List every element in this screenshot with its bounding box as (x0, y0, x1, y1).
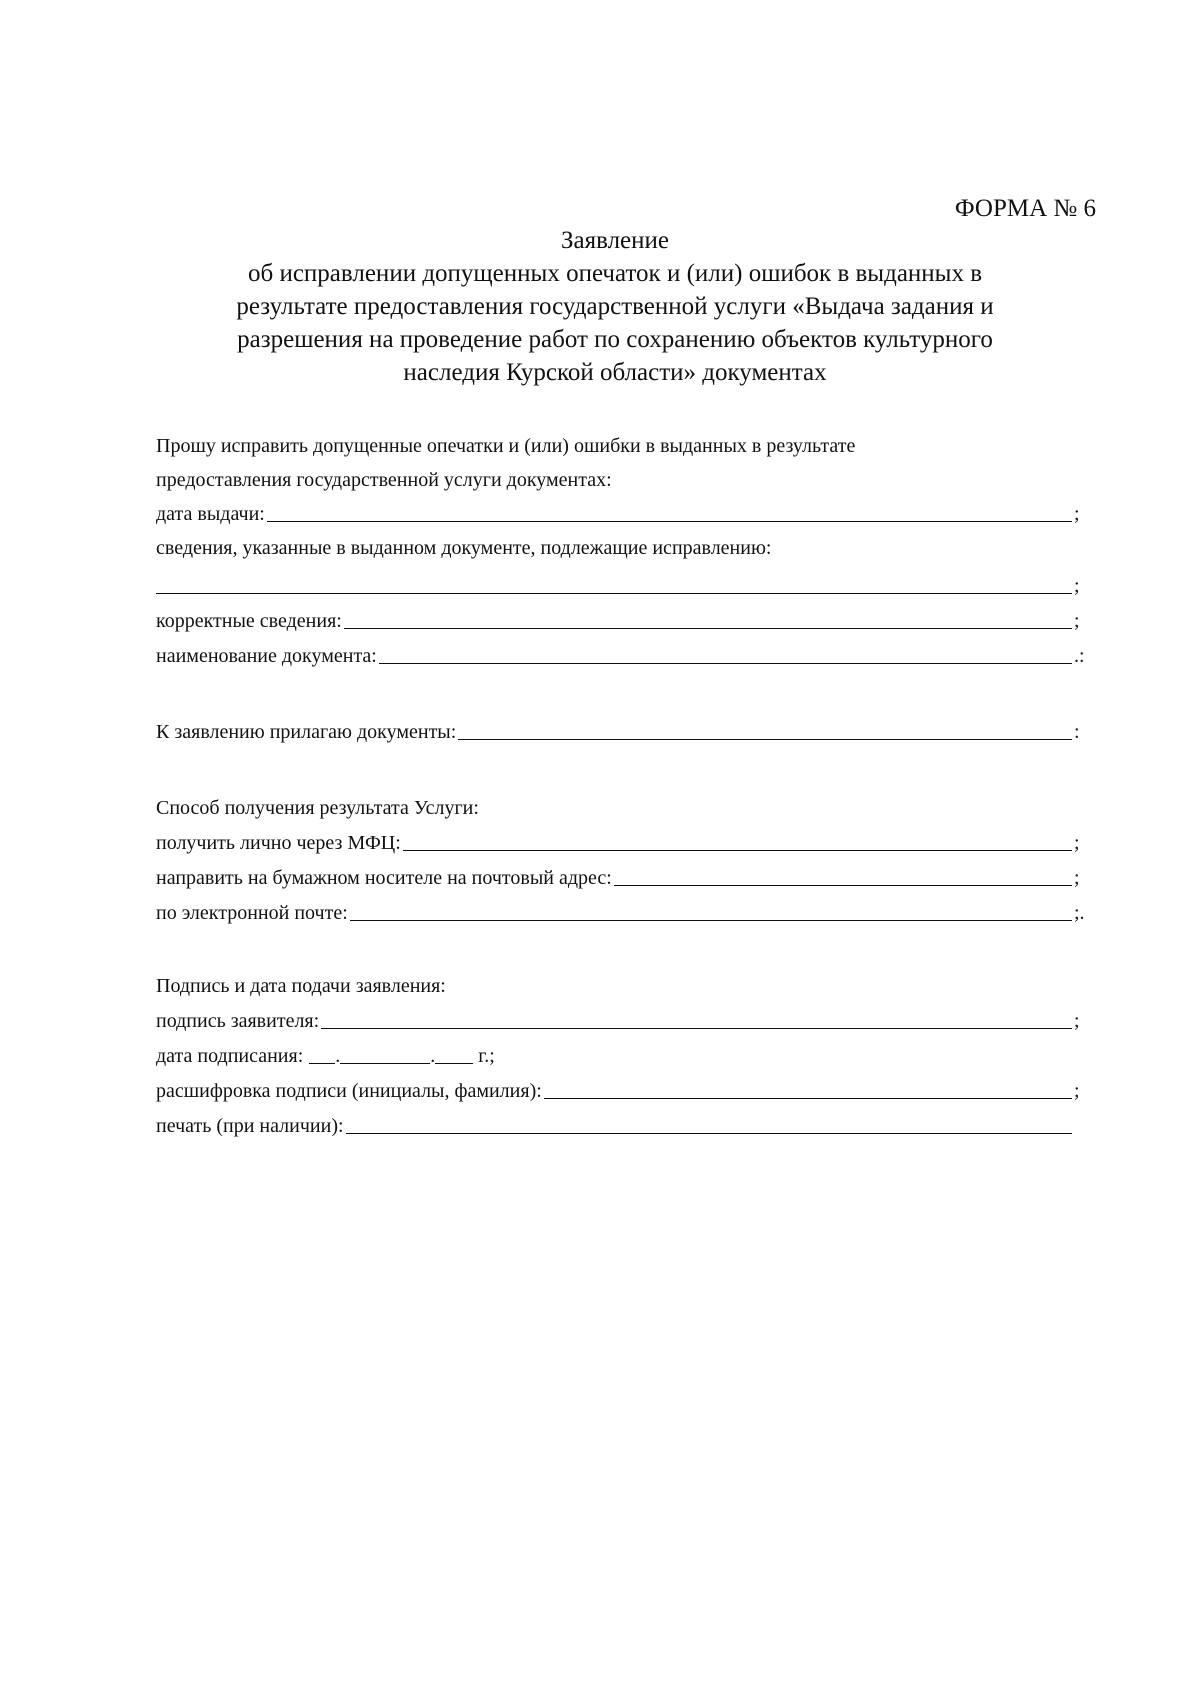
attachments-label: К заявлению прилагаю документы: (156, 721, 457, 743)
request-text: предоставления государственной услуги документах: (156, 469, 612, 491)
sign-date-year-field[interactable] (435, 1045, 473, 1064)
delivery-email-field[interactable] (350, 902, 1072, 921)
doc-name-row (156, 638, 1096, 668)
info-label: сведения, указанные в выданном документе, подлежащие исправлению: (156, 537, 772, 559)
signature-decode-label: расшифровка подписи (инициалы, фамилия): (156, 1080, 542, 1102)
doc-name-field[interactable] (379, 645, 1072, 664)
delivery-post-end: ; (1074, 867, 1080, 889)
issue-date-label: дата выдачи: (156, 503, 265, 525)
doc-name-end: .: (1074, 645, 1085, 667)
attachments-row (156, 714, 1096, 744)
signature-field[interactable] (321, 1010, 1072, 1029)
info-field[interactable] (156, 575, 1072, 594)
stamp-label: печать (при наличии): (156, 1115, 344, 1137)
title-line: об исправлении допущенных опечаток и (или) ошибок в выданных в (247, 260, 983, 287)
delivery-post-label: направить на бумажном носителе на почтовый адрес: (156, 867, 612, 889)
signature-heading-row (156, 968, 1096, 998)
request-text: Прошу исправить допущенные опечатки и (или) ошибки в выданных в результате (156, 435, 856, 457)
correct-info-field[interactable] (344, 610, 1072, 629)
issue-date-field[interactable] (267, 503, 1072, 522)
sign-date-suffix: г.; (478, 1045, 495, 1067)
stamp-field[interactable] (346, 1115, 1072, 1134)
delivery-post-row (156, 860, 1096, 890)
delivery-email-label: по электронной почте: (156, 902, 348, 924)
info-label-row (156, 530, 1096, 560)
delivery-post-field[interactable] (614, 867, 1072, 886)
signature-label: подпись заявителя: (156, 1010, 320, 1032)
delivery-email-end: ;. (1074, 902, 1085, 924)
delivery-mfc-row (156, 825, 1096, 855)
delivery-heading-row (156, 790, 1096, 820)
form-number: ФОРМА № 6 (954, 195, 1096, 222)
delivery-mfc-label: получить лично через МФЦ: (156, 832, 401, 854)
issue-date-row (156, 496, 1096, 526)
signature-decode-end: ; (1074, 1080, 1080, 1102)
sign-date-dot: . (335, 1045, 341, 1067)
signature-row (156, 1003, 1096, 1033)
sign-date-row (156, 1038, 495, 1068)
correct-info-label: корректные сведения: (156, 610, 342, 632)
correct-info-row (156, 603, 1096, 633)
request-text-line-1 (156, 428, 1096, 458)
delivery-mfc-end: ; (1074, 832, 1080, 854)
issue-date-end: ; (1074, 503, 1080, 525)
request-text-line-2 (156, 462, 1096, 492)
attachments-field[interactable] (458, 721, 1072, 740)
delivery-mfc-field[interactable] (403, 832, 1072, 851)
sign-date-month-field[interactable] (340, 1045, 430, 1064)
title-line: наследия Курской области» документах (403, 359, 827, 386)
info-field-row (156, 568, 1096, 598)
sign-date-day-field[interactable] (309, 1045, 335, 1064)
signature-decode-field[interactable] (544, 1080, 1072, 1099)
delivery-heading: Способ получения результата Услуги: (156, 797, 479, 819)
correct-info-end: ; (1074, 610, 1080, 632)
title-line: разрешения на проведение работ по сохранению объектов культурного (237, 326, 993, 353)
attachments-end: : (1074, 721, 1080, 743)
signature-heading: Подпись и дата подачи заявления: (156, 975, 446, 997)
signature-decode-row (156, 1073, 1096, 1103)
title-heading: Заявление (560, 227, 670, 254)
stamp-row (156, 1108, 1096, 1138)
sign-date-label: дата подписания: (156, 1045, 304, 1067)
signature-end: ; (1074, 1010, 1080, 1032)
delivery-email-row (156, 895, 1096, 925)
title-line: результате предоставления государственной услуги «Выдача задания и (236, 293, 994, 320)
doc-name-label: наименование документа: (156, 645, 377, 667)
info-end: ; (1074, 575, 1080, 597)
document-title (150, 224, 1080, 389)
sign-date-dot: . (430, 1045, 436, 1067)
